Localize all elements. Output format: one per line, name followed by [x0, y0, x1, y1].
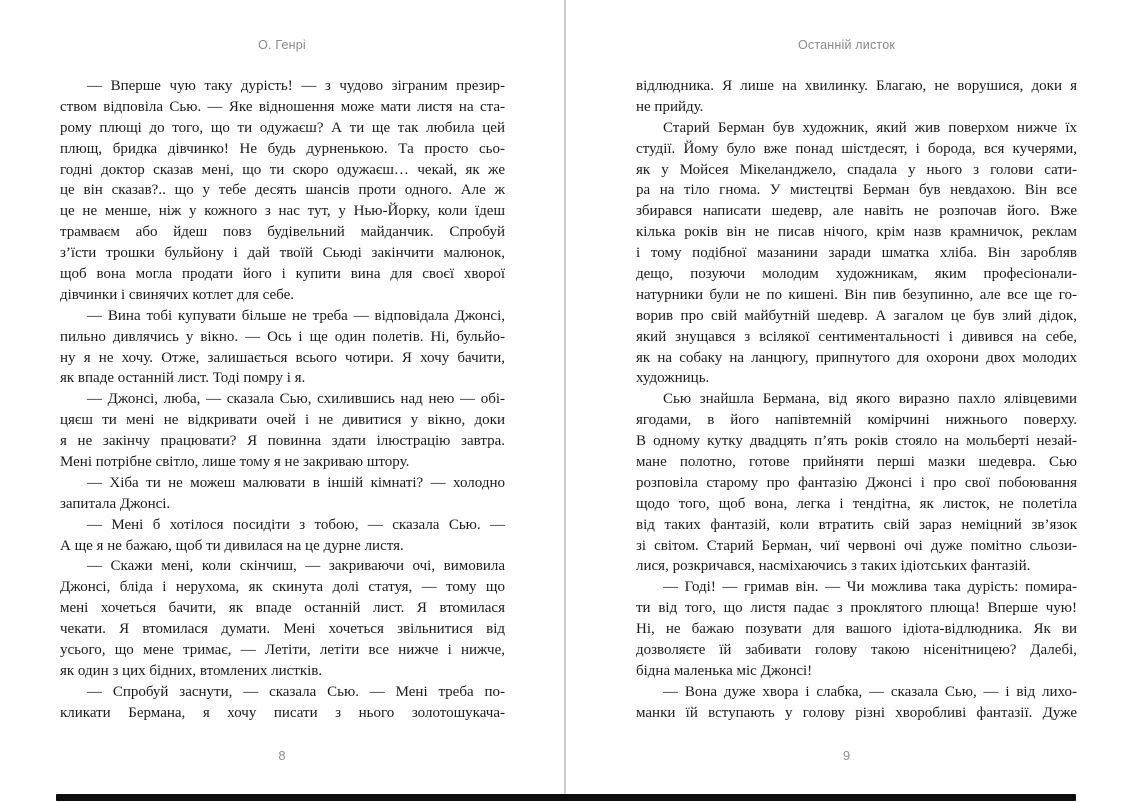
text-line: годні доктор сказав мені, що ти скоро одужаєш… чекай, як же: [60, 161, 505, 178]
text-line: я не закінчу працювати? Я повинна здати ілюстрацію завтра.: [60, 433, 505, 450]
text-line: лися, розкричався, насміхаючись з таких ідіотських фантазій.: [636, 558, 1031, 575]
text-line: і тому подібної мазанини заради шматка хліба. Він заробляв: [636, 245, 1077, 262]
text-line: дівчинки і свинячих котлет для себе.: [60, 286, 294, 303]
running-header-chapter: Останній листок: [797, 38, 896, 52]
text-line: не прийду.: [636, 98, 704, 115]
text-line: усього, що мене тримає, — Летіти, летіти все нижче і нижче,: [60, 642, 505, 659]
text-line: — Годі! — гримав він. — Чи можлива така дурість: помира-: [663, 579, 1077, 596]
text-line: щодо того, щоб вона, легка і тендітна, як листок, не полетіла: [636, 495, 1077, 512]
text-line: — Вона дуже хвора і слабка, — сказала Сью, — і від лихо-: [663, 683, 1077, 700]
text-line: бідна маленька міс Джонсі!: [636, 662, 813, 679]
text-line: — Вперше чую таку дурість! — з чудово зіграним презир-: [87, 78, 505, 94]
page-number-right: 9: [842, 748, 851, 763]
text-line: ством відповіла Сью. — Яке відношення може мати листя на ста-: [60, 98, 505, 115]
text-line: як один з цих бідних, втомлених листків.: [60, 662, 323, 679]
paragraph: [60, 473, 505, 515]
text-line: як впаде останній лист. Тоді помру і я.: [60, 370, 306, 387]
text-line: який знущався з всілякої сентиментальності і дивився на себе,: [636, 328, 1077, 345]
text-line: студії. Йому було вже понад шістдесят, і борода, вся кучерями,: [636, 140, 1077, 157]
text-line: В одному кутку двадцять п’ять років стояло на мольберті незай-: [636, 433, 1077, 450]
text-line: рому плющі до того, що ти одужаєш? А ти ще так любила цей: [60, 119, 505, 136]
paragraph: [636, 577, 1077, 681]
text-line: як на собаку на ланцюгу, припнутого для охорони двох молодих: [636, 349, 1077, 366]
text-line: ну я не хочу. Отже, залишається всього чотири. Я хочу бачити,: [60, 349, 505, 366]
text-line: запитала Джонсі.: [60, 495, 171, 512]
text-line: манки їй вступають у голову різні хворобливі фантазії. Дуже: [636, 704, 1077, 721]
paragraph: [60, 306, 505, 390]
text-line: зі світом. Старий Берман, чиї червоні очі дуже помітно сльози-: [636, 537, 1077, 554]
text-line: Ні, не бажаю позувати для вашого ідіота-відлюдника. Як ви: [636, 621, 1077, 638]
paragraph: [636, 389, 1077, 577]
text-line: — Хіба ти не можеш малювати в іншій кімнаті? — холодно: [87, 474, 505, 491]
text-line: щоб вона могла продати його і купити вина для своєї хворої: [60, 266, 505, 283]
text-line: — Мені б хотілося посидіти з тобою, — сказала Сью. —: [87, 516, 505, 533]
text-line: збирався написати шедевр, але навіть не розпочав його. Вже: [636, 203, 1077, 220]
paragraph: [60, 389, 505, 473]
text-line: цяєш ти мені не відкривати очей і не дивитися у вікно, доки: [60, 412, 505, 429]
paragraph: [60, 76, 505, 306]
text-line: плющ, бридка дівчинко! Не будь дурненькою. Та просто сьо-: [60, 140, 505, 157]
text-line: ти від того, що листя падає з проклятого плюща! Вперше чую!: [636, 600, 1077, 617]
text-line: ра на тіло гнома. У мистецтві Берман був невдахою. Він все: [636, 182, 1077, 199]
text-line: художниць.: [636, 370, 710, 387]
text-line: від таких фантазій, коли втратить свій зараз неміцний зв’язок: [636, 516, 1077, 533]
text-line: трамваєм або йдеш повз будівельний майданчик. Спробуй: [60, 224, 505, 241]
text-line: натурники були не по кишені. Він пив безупинно, але все ще го-: [636, 286, 1077, 303]
text-line: ягодами, в його напівтемній комірчині нижнього поверху.: [636, 412, 1077, 429]
text-line: кликати Бермана, я хочу писати з нього золотошукача-: [60, 704, 505, 721]
text-line: відлюдника. Я лише на хвилинку. Благаю, не ворушися, доки я: [636, 78, 1077, 94]
text-line: розповіла старому про фантазію Джонсі і про свої побоювання: [636, 474, 1077, 491]
text-line: дещо, позуючи молодим художникам, яким професіонали-: [636, 266, 1077, 283]
paragraph: [60, 682, 505, 724]
text-line: Мені потрібне світло, лише тому я не закриваю штору.: [60, 454, 410, 471]
text-line: ворив про свій майбутній шедевр. А загалом це був злий дідок,: [636, 307, 1077, 324]
text-line: Старий Берман був художник, який жив поверхом нижче їх: [663, 119, 1077, 136]
page-right-body-text: [636, 76, 1077, 724]
page-right: [565, 0, 1128, 802]
text-line: — Джонсі, люба, — сказала Сью, схилившись над нею — обі-: [87, 391, 505, 408]
text-line: кілька років він не писав нічого, крім назв крамничок, реклам: [636, 224, 1077, 241]
paragraph: [60, 515, 505, 557]
text-line: Сью знайшла Бермана, від якого виразно пахло ялівцевими: [663, 391, 1077, 408]
paragraph: [636, 682, 1077, 724]
text-line: — Скажи мені, коли скінчиш, — закриваючи очі, вимовила: [87, 558, 505, 575]
text-line: як у Мойсея Мікеланджело, спадала у нього з голови сати-: [636, 161, 1077, 178]
text-line: мені хочеться бачити, як впаде останній лист. Я втомилася: [60, 600, 505, 617]
paragraph: [636, 118, 1077, 390]
text-line: це не менше, ніж у кожного з нас тут, у Нью-Йорку, коли їдеш: [60, 203, 505, 220]
text-line: Джонсі, бліда і нерухома, як скинута долі статуя, — тому що: [60, 579, 505, 596]
text-line: дозволяєте їй забивати голову такою нісенітницею? Далебі,: [636, 642, 1077, 659]
page-number-left: 8: [278, 748, 286, 763]
text-line: — Спробуй заснути, — сказала Сью. — Мені треба по-: [87, 683, 505, 700]
text-line: А ще я не бажаю, щоб ти дивилася на це дурне листя.: [60, 537, 404, 554]
bottom-scrollbar[interactable]: [56, 794, 1076, 801]
text-line: мане полотно, готове прийняти перші мазки шедевра. Сью: [636, 454, 1077, 471]
running-header-author: О. Генрі: [258, 38, 306, 52]
page-left-body-text: [60, 76, 505, 724]
text-line: з’їсти трошки бульйону і дай твоїй Сьюді закінчити малюнок,: [60, 245, 505, 262]
text-line: чекати. Я втомилася думати. Мені хочеться звільнитися від: [60, 621, 505, 638]
text-line: це він сказав?.. що у тебе десять шансів проти одного. Але ж: [60, 182, 505, 199]
paragraph: [60, 556, 505, 681]
paragraph: [636, 76, 1077, 118]
text-line: пильно дивлячись у вікно. — Ось і ще один полетів. Ні, бульйо-: [60, 328, 505, 345]
text-line: — Вина тобі купувати більше не треба — відповідала Джонсі,: [87, 307, 505, 324]
